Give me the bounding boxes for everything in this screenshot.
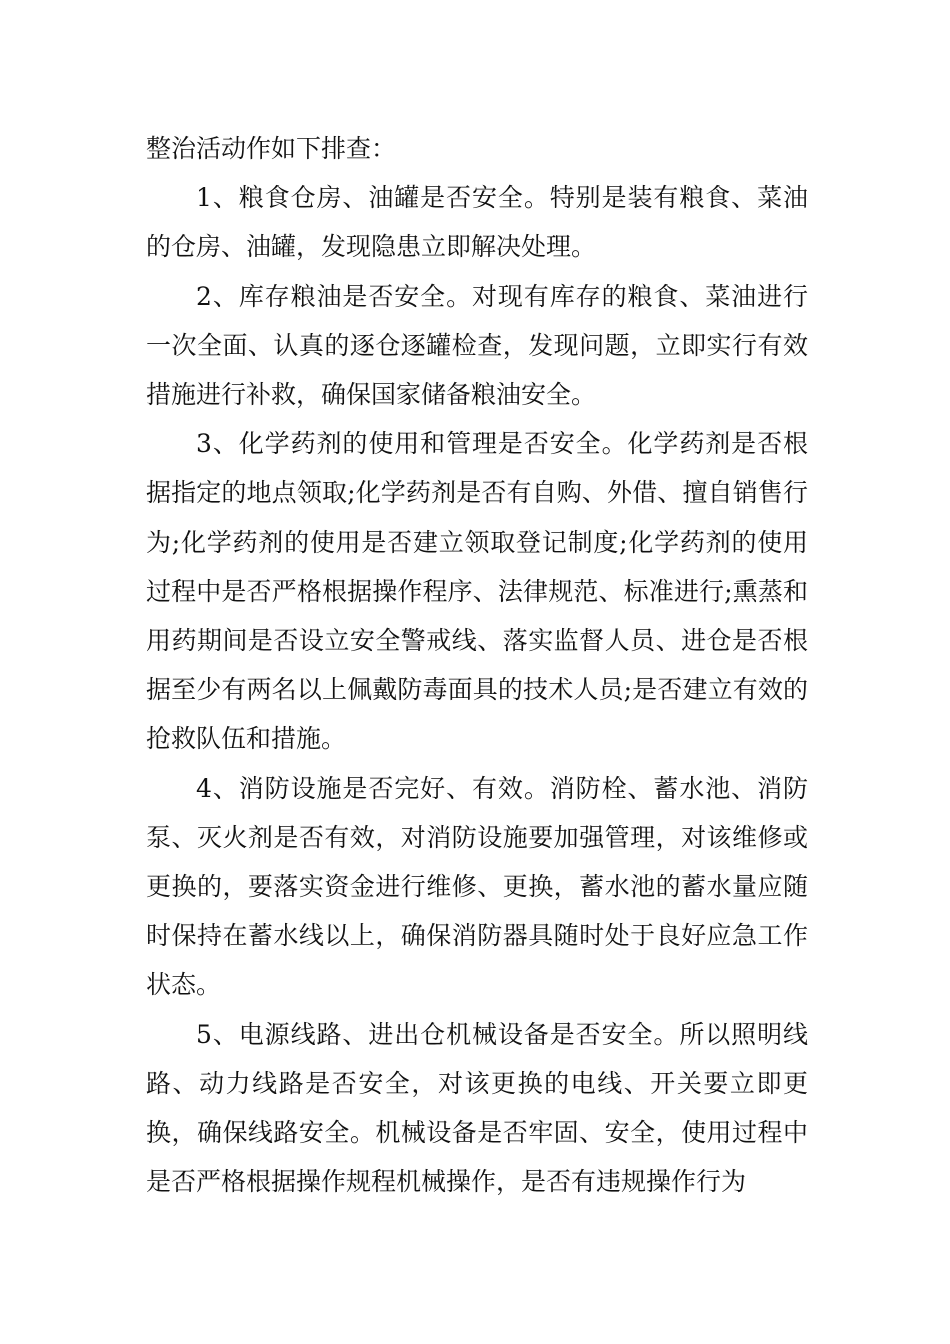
checklist-item-3: 3、化学药剂的使用和管理是否安全。化学药剂是否根据指定的地点领取;化学药剂是否有自购、外借、擅自销售行为;化学药剂的使用是否建立领取登记制度;化学药剂的使用过程中是否严格根据操作程序、法律规范、标准进行;熏蒸和用药期间是否设立安全警戒线、落实监督人员、进仓是否根据至少有两名以上佩戴防毒面具的技术人员;是否建立有效的抢救队伍和措施。 (146, 429, 808, 754)
checklist-item-5: 5、电源线路、进出仓机械设备是否安全。所以照明线路、动力线路是否安全，对该更换的电线、开关要立即更换，确保线路安全。机械设备是否牢固、安全，使用过程中是否严格根据操作规程机械操作，是否有违规操作行为 (146, 1019, 808, 1197)
checklist-item-1: 1、粮食仓房、油罐是否安全。特别是装有粮食、菜油的仓房、油罐，发现隐患立即解决处理。 (146, 183, 808, 262)
checklist-item-4: 4、消防设施是否完好、有效。消防栓、蓄水池、消防泵、灭火剂是否有效，对消防设施要加强管理，对该维修或更换的，要落实资金进行维修、更换，蓄水池的蓄水量应随时保持在蓄水线以上，确保消防器具随时处于良好应急工作状态。 (146, 773, 808, 1000)
intro-paragraph: 整治活动作如下排查： (146, 134, 397, 163)
checklist-item-2: 2、库存粮油是否安全。对现有库存的粮食、菜油进行一次全面、认真的逐仓逐罐检查，发现问题，立即实行有效措施进行补救，确保国家储备粮油安全。 (146, 281, 808, 410)
document-body (146, 124, 808, 1206)
